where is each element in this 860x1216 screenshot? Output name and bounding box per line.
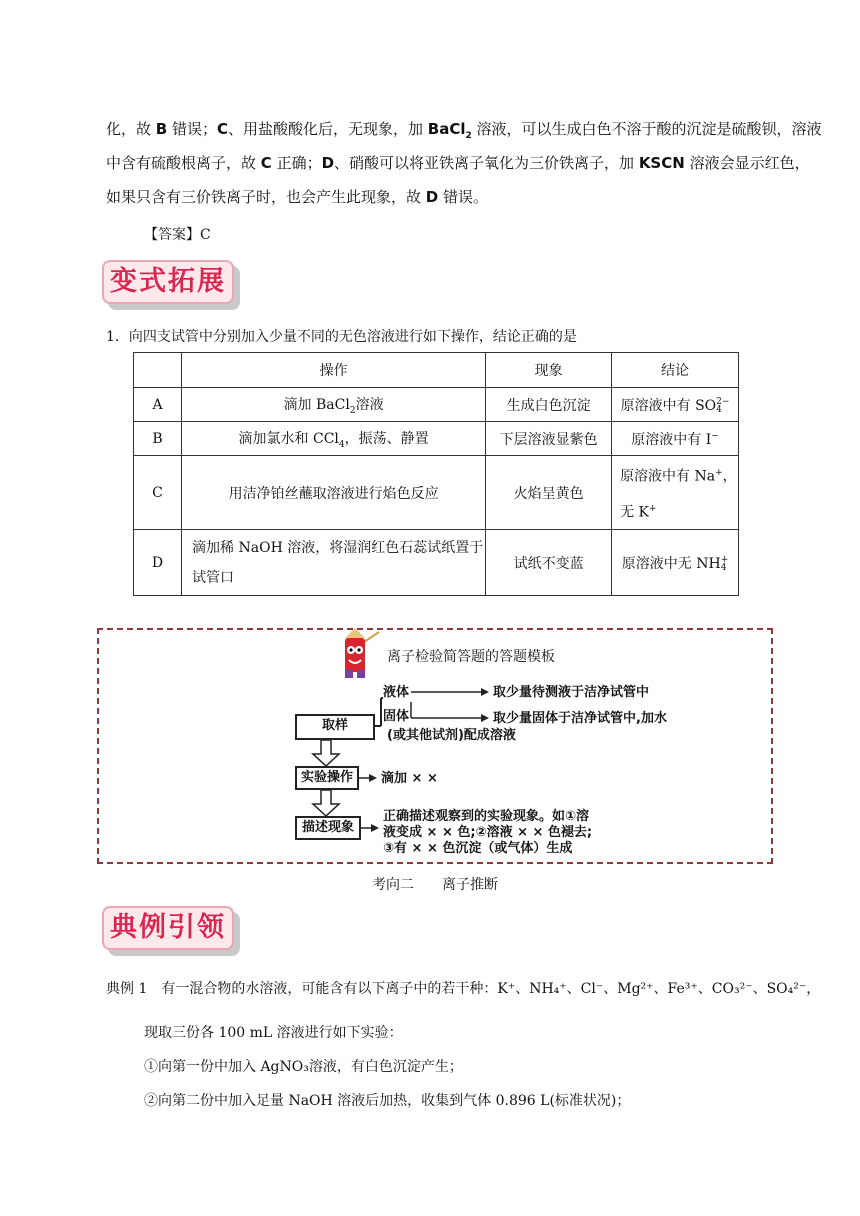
table-header-row bbox=[134, 353, 739, 388]
row-phenomenon: 试纸不变蓝 bbox=[486, 530, 612, 596]
solid-instruction-1: 取少量固体于洁净试管中,加水 bbox=[493, 711, 667, 726]
branch-liquid: 液体 bbox=[383, 685, 410, 700]
section-banner-variation: 变式拓展 bbox=[102, 260, 242, 312]
solution-line-3: 如果只含有三价铁离子时，也会产生此现象，故 D 错误。 bbox=[106, 188, 489, 206]
table-header-cell bbox=[134, 353, 182, 388]
row-label: B bbox=[134, 422, 182, 456]
table-header-cell: 结论 bbox=[612, 353, 739, 388]
table-row bbox=[134, 388, 739, 422]
row-conclusion: 原溶液中有 SO2− 4 bbox=[612, 388, 739, 422]
table-header-cell: 操作 bbox=[182, 353, 486, 388]
liquid-instruction: 取少量待测液于洁净试管中 bbox=[493, 685, 650, 700]
row-label: A bbox=[134, 388, 182, 422]
solid-instruction-2: (或其他试剂)配成溶液 bbox=[387, 728, 516, 743]
table-header-cell: 现象 bbox=[486, 353, 612, 388]
example-line-2: 现取三份各 100 mL 溶液进行如下实验： bbox=[144, 1025, 403, 1041]
row-operation: 滴加 BaCl$_2$溶液 bbox=[182, 388, 486, 422]
description-line-3: ③有 × × 色沉淀（或气体）生成 bbox=[383, 841, 573, 856]
example-line-4: ②向第二份中加入足量 NaOH 溶液后加热，收集到气体 0.896 L(标准状况)； bbox=[144, 1093, 631, 1109]
ion-list: K⁺、NH₄⁺、Cl⁻、Mg²⁺、Fe³⁺、CO₃²⁻、SO₄²⁻， bbox=[497, 981, 821, 997]
template-title: 离子检验简答题的答题模板 bbox=[387, 649, 555, 665]
description-line-2: 液变成 × × 色;②溶液 × × 色褪去; bbox=[383, 825, 593, 840]
flow-step-sampling: 取样 bbox=[295, 714, 375, 740]
solution-line-1: 化，故 B 错误；C、用盐酸酸化后，无现象，加 BaCl$_2$ 溶液，可以生成白色不溶于酸的沉淀是硫酸钡，溶液 bbox=[106, 120, 822, 141]
branch-solid: 固体 bbox=[383, 709, 410, 724]
question-1: 1．向四支试管中分别加入少量不同的无色溶液进行如下操作，结论正确的是 bbox=[106, 329, 577, 345]
example-line-3: ①向第一份中加入 AgNO₃溶液，有白色沉淀产生； bbox=[144, 1059, 463, 1075]
section-title: 考向二 离子推断 bbox=[372, 877, 498, 893]
row-operation: 滴加氯水和 CCl$_4$，振荡、静置 bbox=[182, 422, 486, 456]
answer-template-box bbox=[97, 628, 773, 864]
example-line-1: 典例 1 有一混合物的水溶液，可能含有以下离子中的若干种：K⁺、NH₄⁺、Cl⁻、Mg²⁺、Fe³⁺、CO₃²⁻、SO₄²⁻， bbox=[106, 981, 821, 997]
table-row bbox=[134, 422, 739, 456]
row-conclusion: 原溶液中有 Na+，无 K+ bbox=[612, 456, 739, 530]
table-row bbox=[134, 530, 739, 596]
example-label: 典例 1 bbox=[106, 981, 148, 997]
row-phenomenon: 下层溶液显紫色 bbox=[486, 422, 612, 456]
question-table bbox=[133, 352, 739, 596]
solution-line-2: 中含有硫酸根离子，故 C 正确；D、硝酸可以将亚铁离子氧化为三价铁离子，加 KSCN 溶液会显示红色， bbox=[106, 154, 810, 172]
answer-label: 【答案】C bbox=[144, 227, 211, 243]
section-banner-example: 典例引领 bbox=[102, 906, 242, 958]
description-line-1: 正确描述观察到的实验现象。如①溶 bbox=[383, 809, 590, 824]
row-phenomenon: 生成白色沉淀 bbox=[486, 388, 612, 422]
row-operation: 滴加稀 NaOH 溶液，将湿润红色石蕊试纸置于试管口 bbox=[182, 530, 486, 596]
table-row bbox=[134, 456, 739, 530]
row-operation: 用洁净铂丝蘸取溶液进行焰色反应 bbox=[182, 456, 486, 530]
operation-instruction: 滴加 × × bbox=[381, 771, 438, 786]
row-phenomenon: 火焰呈黄色 bbox=[486, 456, 612, 530]
row-conclusion: 原溶液中有 I− bbox=[612, 422, 739, 456]
flow-step-description: 描述现象 bbox=[295, 816, 361, 840]
row-label: C bbox=[134, 456, 182, 530]
row-conclusion: 原溶液中无 NH+ 4 bbox=[612, 530, 739, 596]
row-label: D bbox=[134, 530, 182, 596]
flow-step-operation: 实验操作 bbox=[295, 766, 359, 790]
